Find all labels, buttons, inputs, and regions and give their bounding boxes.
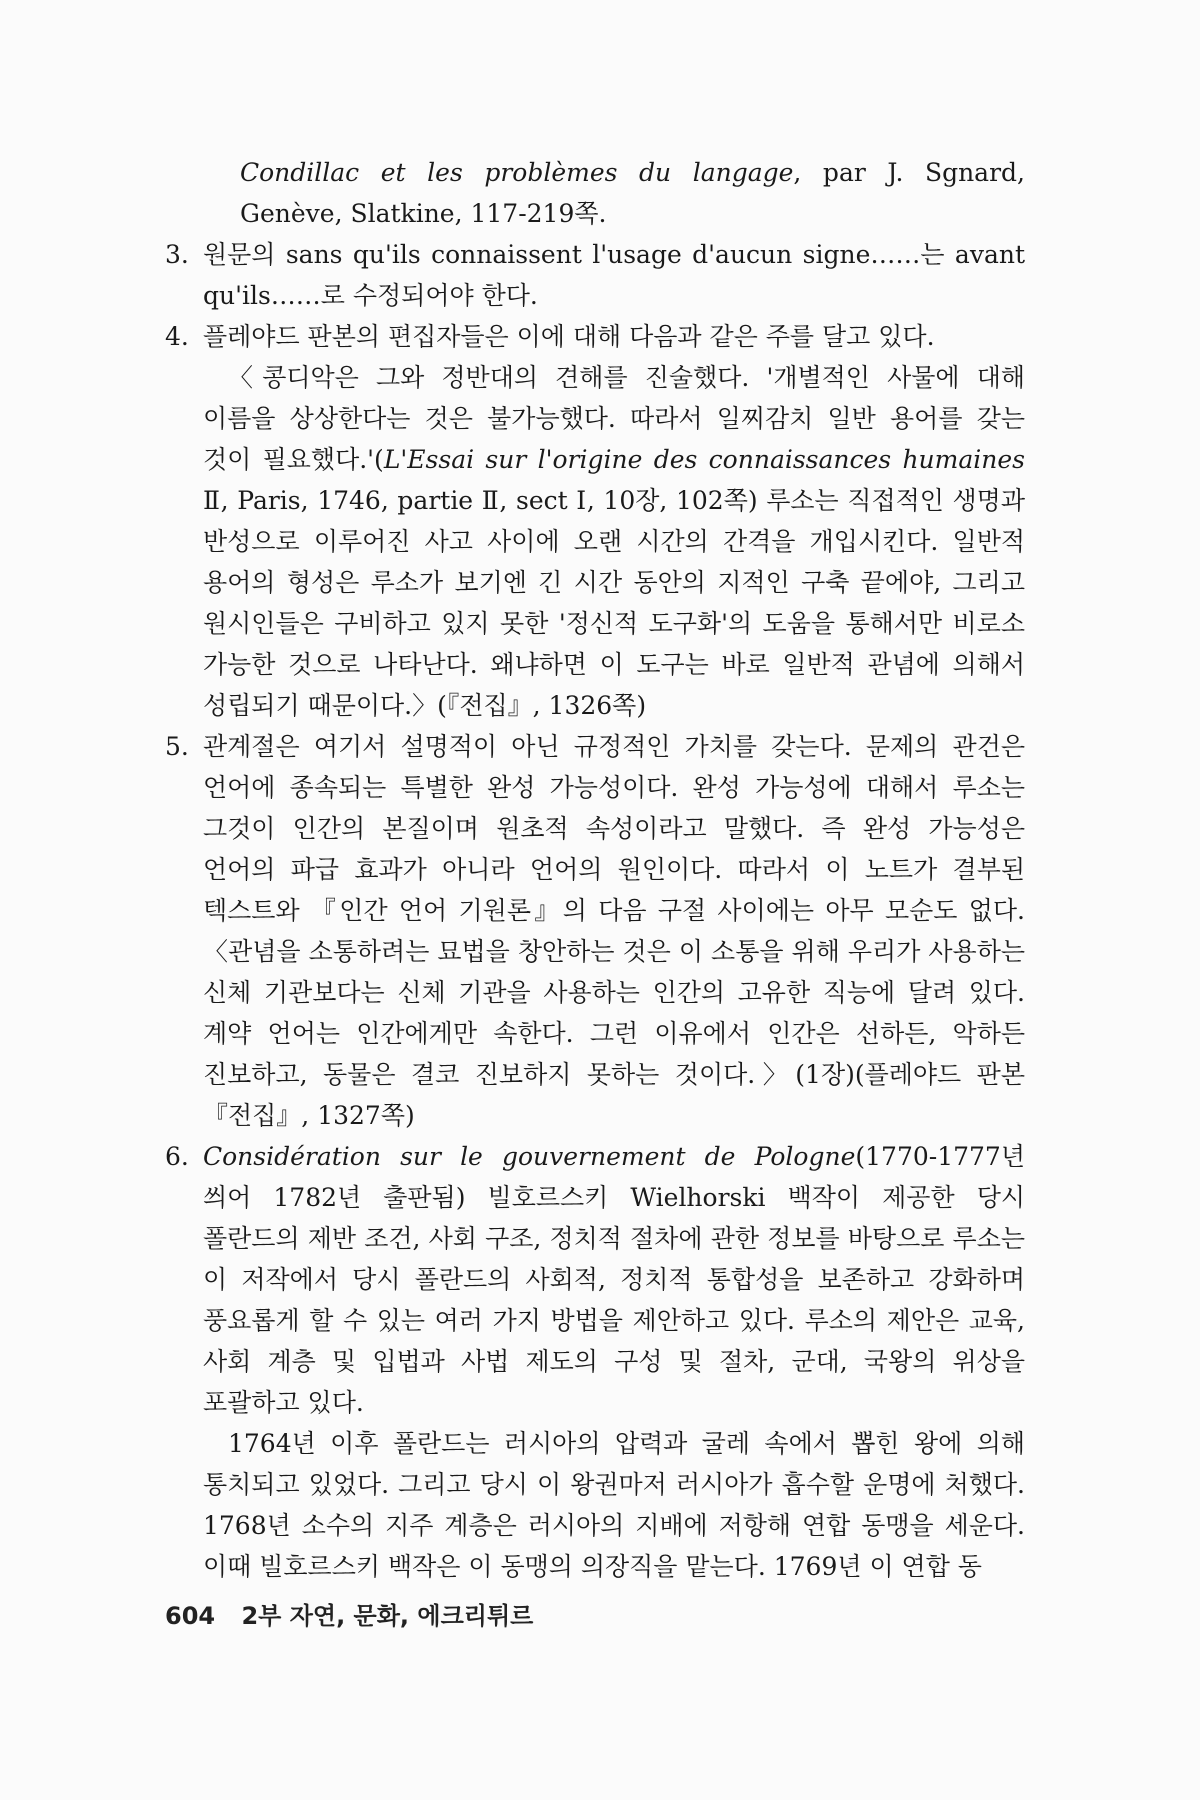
note-continuation [165,152,1025,234]
note-quote-paragraph [203,357,1025,726]
note-continuation-text [240,152,1025,234]
citation-title: L'Essai sur l'origine des connaissances humaines [383,445,1025,474]
quote-text-continued: Ⅱ, Paris, 1746, partie Ⅱ, sect Ⅰ, 10장, 102쪽) 루소는 직접적인 생명과 반성으로 이루어진 사고 사이에 오랜 시간의 간격을 개입시킨다. 일반적 용어의 형성은 루소가 보기엔 긴 시간 동안의 지적인 구축 끝에야, 그리고 원시인들은 구비하고 있지 못한 '정신적 도구화'의 도움을 통해서만 비로소 가능한 것으로 나타난다. 왜냐하면 이 도구는 바로 일반적 관념에 의해서 성립되기 때문이다.〉(『전집』, 1326쪽) [203,486,1025,720]
note-3 [165,234,1025,316]
note-body: (1770-1777년 씌어 1782년 출판됨) 빌호르스키 Wielhorski 백작이 제공한 당시 폴란드의 제반 조건, 사회 구조, 정치적 절차에 관한 정보를 바탕으로 루소는 이 저작에서 당시 폴란드의 사회적, 정치적 통합성을 보존하고 강화하며 풍요롭게 할 수 있는 여러 가지 방법을 제안하고 있다. 루소의 제안은 교육, 사회 계층 및 입법과 사법 제도의 구성 및 절차, 군대, 국왕의 위상을 포괄하고 있다. [203,1142,1025,1417]
note-text: 관계절은 여기서 설명적이 아닌 규정적인 가치를 갖는다. 문제의 관건은 언어에 종속되는 특별한 완성 가능성이다. 완성 가능성에 대해서 루소는 그것이 인간의 본질이며 원초적 속성이라고 말했다. 즉 완성 가능성은 언어의 파급 효과가 아니라 언어의 원인이다. 따라서 이 노트가 결부된 텍스트와 『인간 언어 기원론』의 다음 구절 사이에는 아무 모순도 없다. 〈관념을 소통하려는 묘법을 창안하는 것은 이 소통을 위해 우리가 사용하는 신체 기관보다는 신체 기관을 사용하는 인간의 고유한 직능에 달려 있다. 계약 언어는 인간에게만 속한다. 그런 이유에서 인간은 선하든, 악하든 진보하고, 동물은 결코 진보하지 못하는 것이다.〉(1장)(플레야드 판본 『전집』, 1327쪽) [203,732,1025,1130]
note-6 [165,1136,1025,1587]
note-text: 플레야드 판본의 편집자들은 이에 대해 다음과 같은 주를 달고 있다. [203,322,935,351]
note-5 [165,726,1025,1136]
citation-title: Condillac et les problèmes du langage [240,158,794,187]
note-paragraph: 1764년 이후 폴란드는 러시아의 압력과 굴레 속에서 뽑힌 왕에 의해 통치되고 있었다. 그리고 당시 이 왕권마저 러시아가 흡수할 운명에 처했다. 1768년 소수의 지주 계층은 러시아의 지배에 저항해 연합 동맹을 세운다. 이때 빌호르스키 백작은 이 동맹의 의장직을 맡는다. 1769년 이 연합 동 [203,1429,1025,1581]
page-number: 604 [165,1602,216,1630]
note-text [203,1136,1025,1423]
note-number: 3. [165,240,189,269]
note-number: 6. [165,1142,189,1171]
note-number: 5. [165,732,189,761]
citation-title: Considération sur le gouvernement de Pologne [203,1142,856,1171]
note-text: 원문의 sans qu'ils connaissent l'usage d'aucun signe……는 avant qu'ils……로 수정되어야 한다. [203,240,1025,310]
note-4 [165,316,1025,726]
page-footer [165,1596,533,1631]
citation-details: , par J. Sgnard, Genève, Slatkine, 117-219쪽. [240,158,1025,228]
endnotes-section [165,152,1025,1587]
quote-text: 〈콩디악은 그와 정반대의 견해를 진술했다. '개별적인 사물에 대해 이름을 상상한다는 것은 불가능했다. 따라서 일찌감치 일반 용어를 갖는 것이 필요했다.'( [203,363,1025,474]
note-number: 4. [165,322,189,351]
running-title: 2부 자연, 문화, 에크리튀르 [241,1602,534,1630]
